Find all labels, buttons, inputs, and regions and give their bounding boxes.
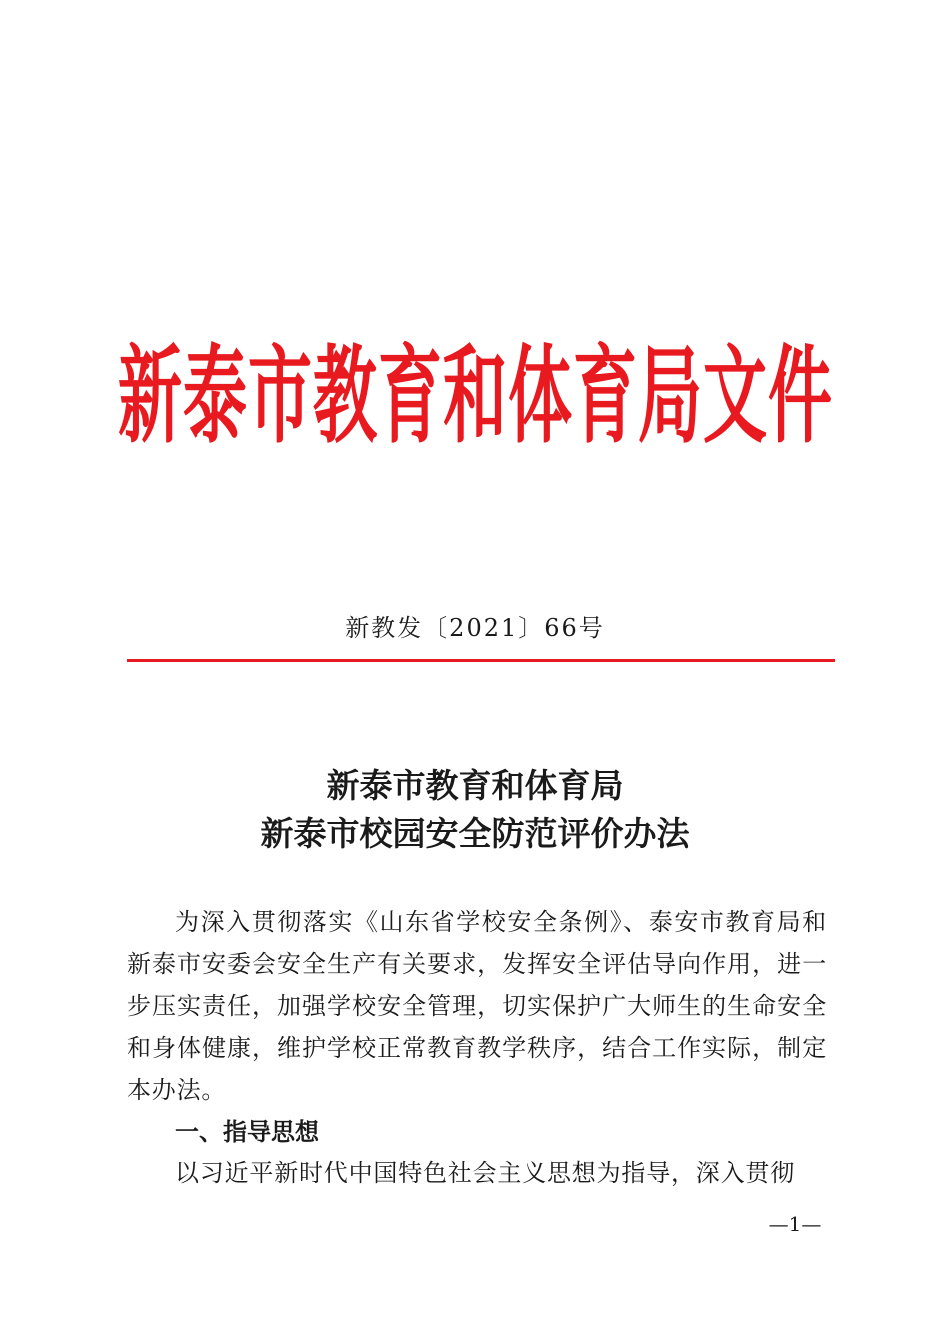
issuer-char: 育 xyxy=(573,336,637,459)
page-number: —1— xyxy=(768,1212,822,1236)
issuer-char: 教 xyxy=(313,336,377,459)
document-title-line1: 新泰市教育和体育局 xyxy=(326,766,624,805)
issuer-char: 局 xyxy=(638,336,702,459)
section-heading-guiding-ideology: 一、指导思想 xyxy=(175,1118,319,1146)
section-paragraph: 以习近平新时代中国特色社会主义思想为指导，深入贯彻 xyxy=(175,1159,795,1187)
issuer-char: 和 xyxy=(443,336,507,459)
document-number: 新教发〔2021〕66号 xyxy=(345,614,605,642)
issuer-char: 文 xyxy=(703,336,767,459)
document-title-line2: 新泰市校园安全防范评价办法 xyxy=(260,814,690,853)
issuer-char: 市 xyxy=(248,336,312,459)
issuer-char: 件 xyxy=(768,336,832,459)
issuer-heading xyxy=(118,336,832,560)
issuer-char: 育 xyxy=(378,336,442,459)
intro-paragraph: 为深入贯彻落实《山东省学校安全条例》、泰安市教育局和新泰市安委会安全生产有关要求，发挥安全评估导向作用，进一步压实责任，加强学校安全管理，切实保护广大师生的生命安全和身体健康，维护学校正常教育教学秩序，结合工作实际，制定本办法。 xyxy=(127,908,827,1104)
issuer-char: 泰 xyxy=(183,336,247,459)
issuer-char: 体 xyxy=(508,336,572,459)
issuer-char: 新 xyxy=(118,336,182,459)
red-divider xyxy=(127,659,835,662)
